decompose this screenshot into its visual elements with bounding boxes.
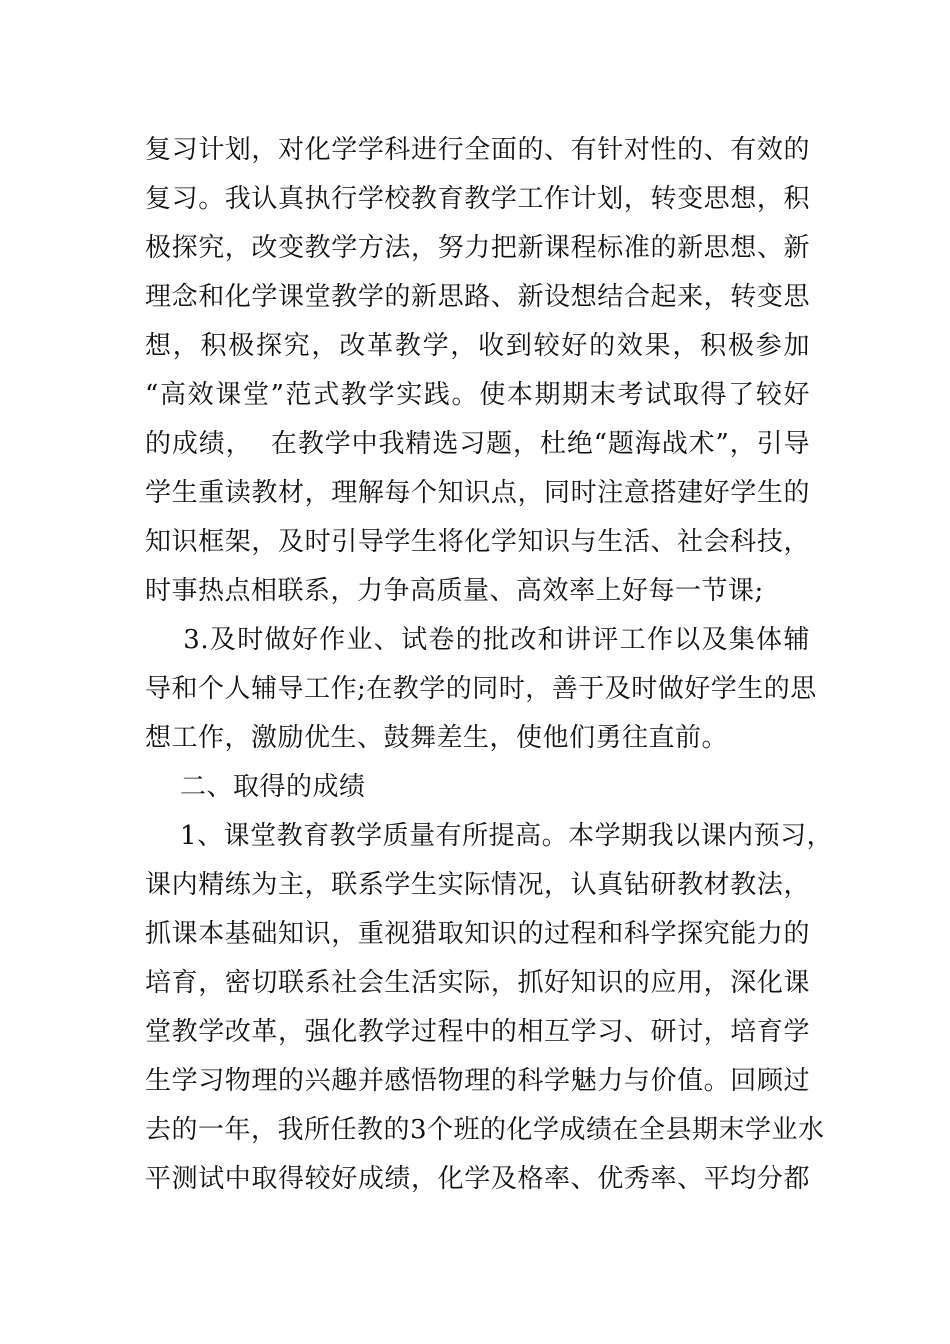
text-line: 生学习物理的兴趣并感悟物理的科学魅力与价值。回顾过 (145, 1066, 810, 1096)
text-line: 培育，密切联系社会生活实际，抓好知识的应用，深化课 (145, 968, 810, 998)
text-line: 抓课本基础知识，重视猎取知识的过程和科学探究能力的 (145, 919, 810, 949)
text-line: 极探究，改变教学方法，努力把新课程标准的新思想、新 (145, 233, 810, 263)
text-line: 复习计划，对化学学科进行全面的、有针对性的、有效的 (145, 135, 810, 165)
text-line: 课内精练为主，联系学生实际情况，认真钻研教材教法， (145, 870, 810, 900)
text-line: 理念和化学课堂教学的新思路、新设想结合起来，转变思 (145, 282, 810, 312)
text-line: 导和个人辅导工作;在教学的同时，善于及时做好学生的思 (145, 674, 817, 704)
text-line: 3.及时做好作业、试卷的批改和讲评工作以及集体辅 (145, 625, 810, 655)
text-line: 想，积极探究，改革教学，收到较好的效果，积极参加 (145, 331, 810, 361)
text-line: “高效课堂”范式教学实践。使本期期末考试取得了较好 (145, 380, 810, 410)
body-text (145, 126, 834, 1204)
text-line: 学生重读教材，理解每个知识点，同时注意搭建好学生的 (145, 478, 810, 508)
text-line: 1、课堂教育教学质量有所提高。本学期我以课内预习， (145, 821, 834, 851)
section-heading: 二、取得的成绩 (145, 772, 366, 802)
text-line: 复习。我认真执行学校教育教学工作计划，转变思想，积 (145, 184, 810, 214)
text-line: 平测试中取得较好成绩，化学及格率、优秀率、平均分都 (145, 1164, 810, 1194)
text-line: 堂教学改革，强化教学过程中的相互学习、研讨，培育学 (145, 1017, 810, 1047)
text-line: 的成绩， 在教学中我精选习题，杜绝“题海战术”，引导 (145, 429, 810, 459)
text-line: 想工作，激励优生、鼓舞差生，使他们勇往直前。 (145, 723, 729, 753)
text-line: 知识框架，及时引导学生将化学知识与生活、社会科技， (145, 527, 810, 557)
text-line: 去的一年，我所任教的3个班的化学成绩在全县期末学业水 (145, 1115, 825, 1145)
text-line: 时事热点相联系，力争高质量、高效率上好每一节课; (145, 576, 764, 606)
